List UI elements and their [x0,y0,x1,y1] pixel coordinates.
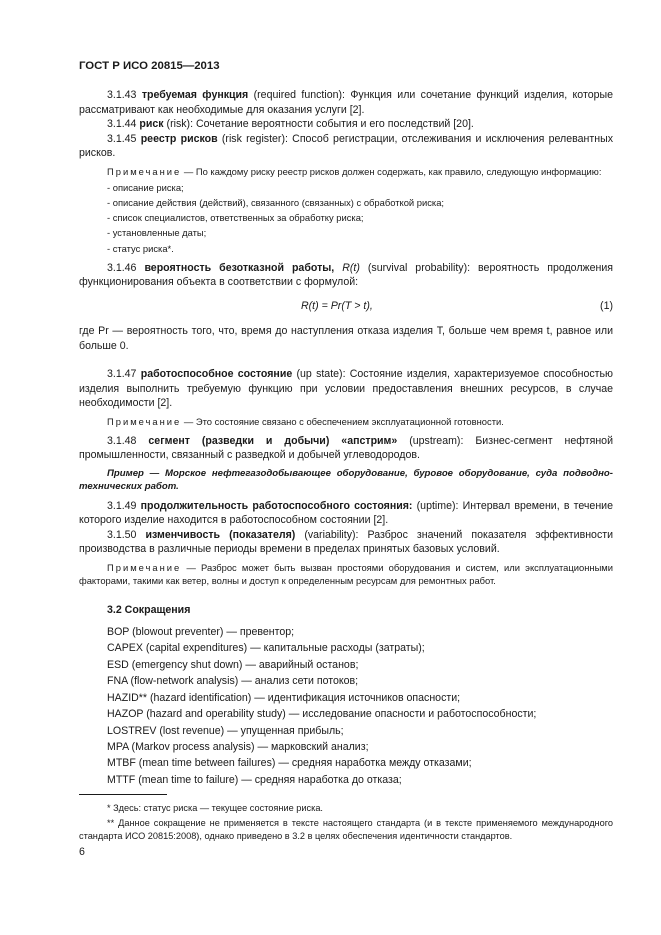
page-number: 6 [79,846,85,858]
list-item: MTBF (mean time between failures) — средняя наработка между отказами; [107,757,472,770]
list-item: - установленные даты; [107,227,207,239]
footnote: * Здесь: статус риска — текущее состояние риска. [107,803,323,813]
note-risk-register: Примечание — По каждому риску реестр рисков должен содержать, как правило, следующую информацию: [107,165,602,177]
term-3-1-43: 3.1.43 требуемая функция (required function): Функция или сочетание функций изделия, которые рассматривают как необходимые для оказания услуги [2]. [79,89,613,116]
note-up-state: Примечание — Это состояние связано с обеспечением эксплуатационной готовности. [107,415,504,427]
footnote: ** Данное сокращение не применяется в тексте настоящего стандарта (и в тексте применяемого международного стандарта ИСО 20815:2008), однако приведено в 3.2 в целях обеспечения идентичности стандартов. [79,818,613,841]
term-3-1-44: 3.1.44 риск (risk): Сочетание вероятности события и его последствий [20]. [107,118,474,131]
document-header: ГОСТ Р ИСО 20815—2013 [79,60,220,72]
list-item: - список специалистов, ответственных за обработку риска; [107,212,364,224]
main-content [79,88,613,788]
term-3-1-47: 3.1.47 работоспособное состояние (up state): Состояние изделия, характеризуемое способностью изделия выполнить требуемую функцию при условии предоставления внешних ресурсов, в случае необходимости [2]. [79,368,613,410]
list-item: HAZID** (hazard identification) — идентификация источников опасности; [107,691,461,704]
term-3-1-48: 3.1.48 сегмент (разведки и добычи) «апстрим» (upstream): Бизнес-сегмент нефтяной промышленности, связанный с разведкой и добычей углеводородов. [79,434,613,462]
list-item: BOP (blowout preventer) — превентор; [107,626,295,639]
term-3-1-50: 3.1.50 изменчивость (показателя) (variability): Разброс значений показателя эффективности производства в различные периоды времени в пределах принятых базовых условий. [79,528,614,556]
note-variability: Примечание — Разброс может быть вызван простоями оборудования и систем, или эксплуатационными факторами, такими как ветер, волны и доступ к определенным ресурсам для ремонтных работ. [79,561,613,586]
term-3-1-46: 3.1.46 вероятность безотказной работы, R(t) (survival probability): вероятность продолжения функционирования объекта в соответствии с формулой: [79,261,613,289]
list-item: ESD (emergency shut down) — аварийный останов; [107,658,359,671]
list-item: LOSTREV (lost revenue) — упущенная прибыль; [107,724,344,737]
footnotes [79,802,613,842]
list-item: HAZOP (hazard and operability study) — исследование опасности и работоспособности; [107,708,537,721]
example-upstream: Пример — Морское нефтегазодобывающее оборудование, буровое оборудование, суда подводно-технических работ. [79,467,613,492]
footnote-divider [79,794,167,795]
list-item: MTTF (mean time to failure) — средняя наработка до отказа; [107,773,402,786]
formula-1 [79,298,613,316]
list-item: - описание действия (действий), связанного (связанных) с обработкой риска; [107,196,445,208]
term-3-1-45: 3.1.45 реестр рисков (risk register): Способ регистрации, отслеживания и исключения релевантных рисков. [79,132,613,160]
list-item: - статус риска*. [107,242,174,254]
section-title: 3.2 Сокращения [107,604,191,617]
list-item: MPA (Markov process analysis) — марковский анализ; [107,740,369,753]
formula-expression: R(t) = Pr(T > t), [301,299,373,312]
list-item: - описание риска; [107,181,184,193]
formula-explanation: где Pr — вероятность того, что, время до наступления отказа изделия T, больше чем время t, равное или больше 0. [79,324,613,352]
formula-number: (1) [600,299,613,312]
risk-register-list [79,180,613,256]
term-3-1-49: 3.1.49 продолжительность работоспособного состояния: (uptime): Интервал времени, в течение которого изделие находится в работоспособном состоянии [2]. [79,499,613,527]
abbreviations-list [79,624,613,788]
list-item: CAPEX (capital expenditures) — капитальные расходы (затраты); [107,642,425,655]
list-item: FNA (flow-network analysis) — анализ сети потоков; [107,675,359,688]
